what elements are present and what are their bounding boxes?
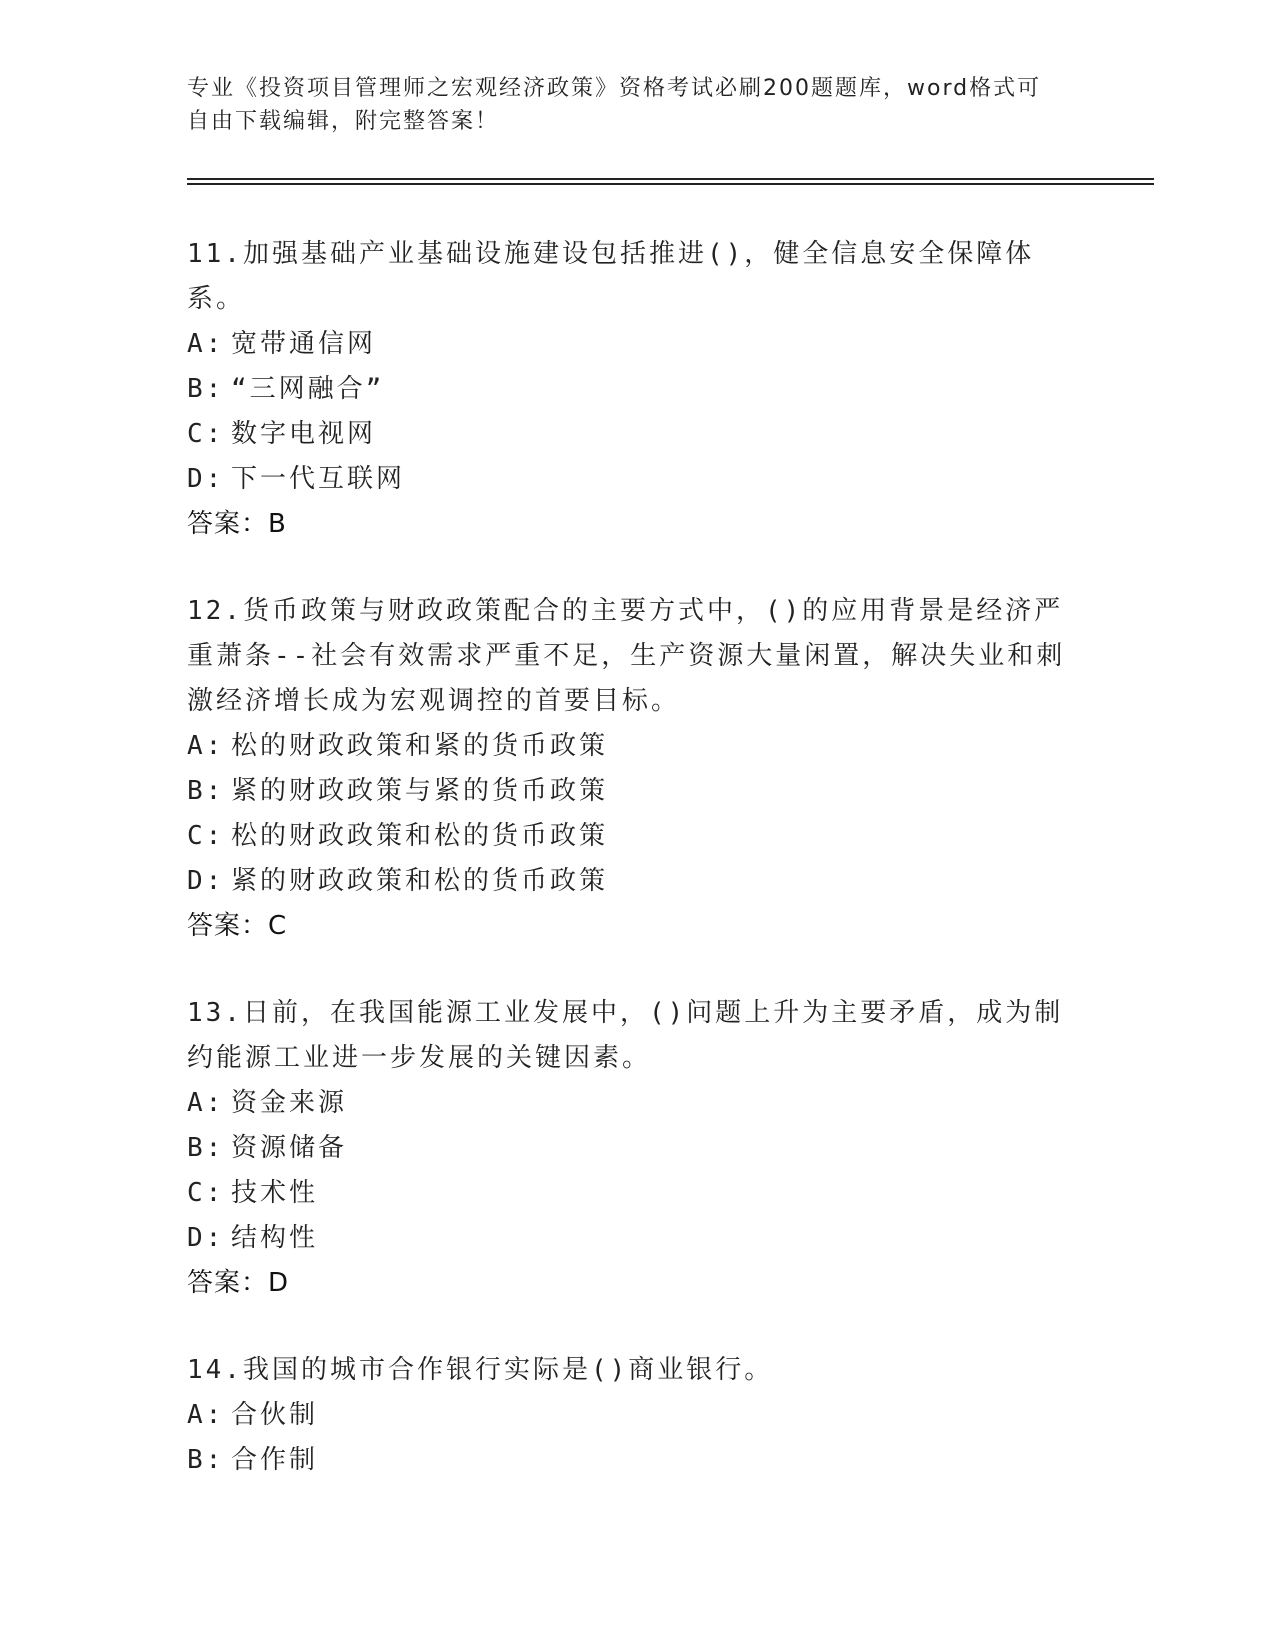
question-text: 13.日前，在我国能源工业发展中，()问题上升为主要矛盾，成为制约能源工业进一步发展的关键因素。 (187, 998, 1064, 1073)
option-b (187, 769, 1087, 814)
answer-line: 答案：B (187, 509, 287, 539)
option-text: 技术性 (231, 1178, 319, 1208)
option-text: 资金来源 (231, 1088, 348, 1118)
option-key: B: (187, 776, 225, 806)
option-key: D: (187, 464, 225, 494)
option-text: 资源储备 (231, 1133, 348, 1163)
option-d (187, 859, 1087, 904)
option-text: 数字电视网 (231, 419, 377, 449)
option-b (187, 1438, 1087, 1483)
option-key: D: (187, 1223, 225, 1253)
question-text: 11.加强基础产业基础设施建设包括推进()，健全信息安全保障体系。 (187, 239, 1035, 314)
option-text: 合作制 (231, 1445, 319, 1475)
answer-line: 答案：C (187, 911, 288, 941)
header-rule-top (187, 178, 1154, 180)
option-text: 合伙制 (231, 1400, 319, 1430)
question-text: 14.我国的城市合作银行实际是()商业银行。 (187, 1355, 774, 1385)
question-list (187, 232, 1087, 1525)
option-c (187, 1171, 1087, 1216)
header-line-1: 专业《投资项目管理师之宏观经济政策》资格考试必刷200题题库，word格式可 (187, 76, 1042, 101)
option-text: 松的财政政策和紧的货币政策 (231, 731, 609, 761)
question-13 (187, 991, 1087, 1306)
answer-line: 答案：D (187, 1268, 290, 1298)
option-key: A: (187, 329, 225, 359)
header-rule-bottom (187, 183, 1154, 185)
option-key: B: (187, 1445, 225, 1475)
option-key: B: (187, 374, 225, 404)
option-d (187, 457, 1087, 502)
option-text: 下一代互联网 (231, 464, 406, 494)
option-text: “三网融合” (231, 374, 385, 404)
option-b (187, 367, 1087, 412)
option-d (187, 1216, 1087, 1261)
option-a (187, 1393, 1087, 1438)
option-key: D: (187, 866, 225, 896)
option-key: A: (187, 731, 225, 761)
option-key: A: (187, 1400, 225, 1430)
option-c (187, 814, 1087, 859)
option-text: 宽带通信网 (231, 329, 377, 359)
question-11 (187, 232, 1087, 547)
option-text: 紧的财政政策与紧的货币政策 (231, 776, 609, 806)
question-12 (187, 589, 1087, 949)
option-key: B: (187, 1133, 225, 1163)
question-text: 12.货币政策与财政政策配合的主要方式中，()的应用背景是经济严重萧条--社会有效需求严重不足，生产资源大量闲置，解决失业和刺激经济增长成为宏观调控的首要目标。 (187, 596, 1066, 716)
option-key: C: (187, 1178, 225, 1208)
option-key: A: (187, 1088, 225, 1118)
option-c (187, 412, 1087, 457)
question-14 (187, 1348, 1087, 1483)
option-key: C: (187, 821, 225, 851)
header-line-2: 自由下载编辑，附完整答案！ (187, 109, 500, 134)
option-text: 紧的财政政策和松的货币政策 (231, 866, 609, 896)
option-key: C: (187, 419, 225, 449)
option-a (187, 724, 1087, 769)
option-a (187, 322, 1087, 367)
document-header (187, 72, 1067, 138)
option-text: 结构性 (231, 1223, 319, 1253)
option-text: 松的财政政策和松的货币政策 (231, 821, 609, 851)
option-b (187, 1126, 1087, 1171)
option-a (187, 1081, 1087, 1126)
